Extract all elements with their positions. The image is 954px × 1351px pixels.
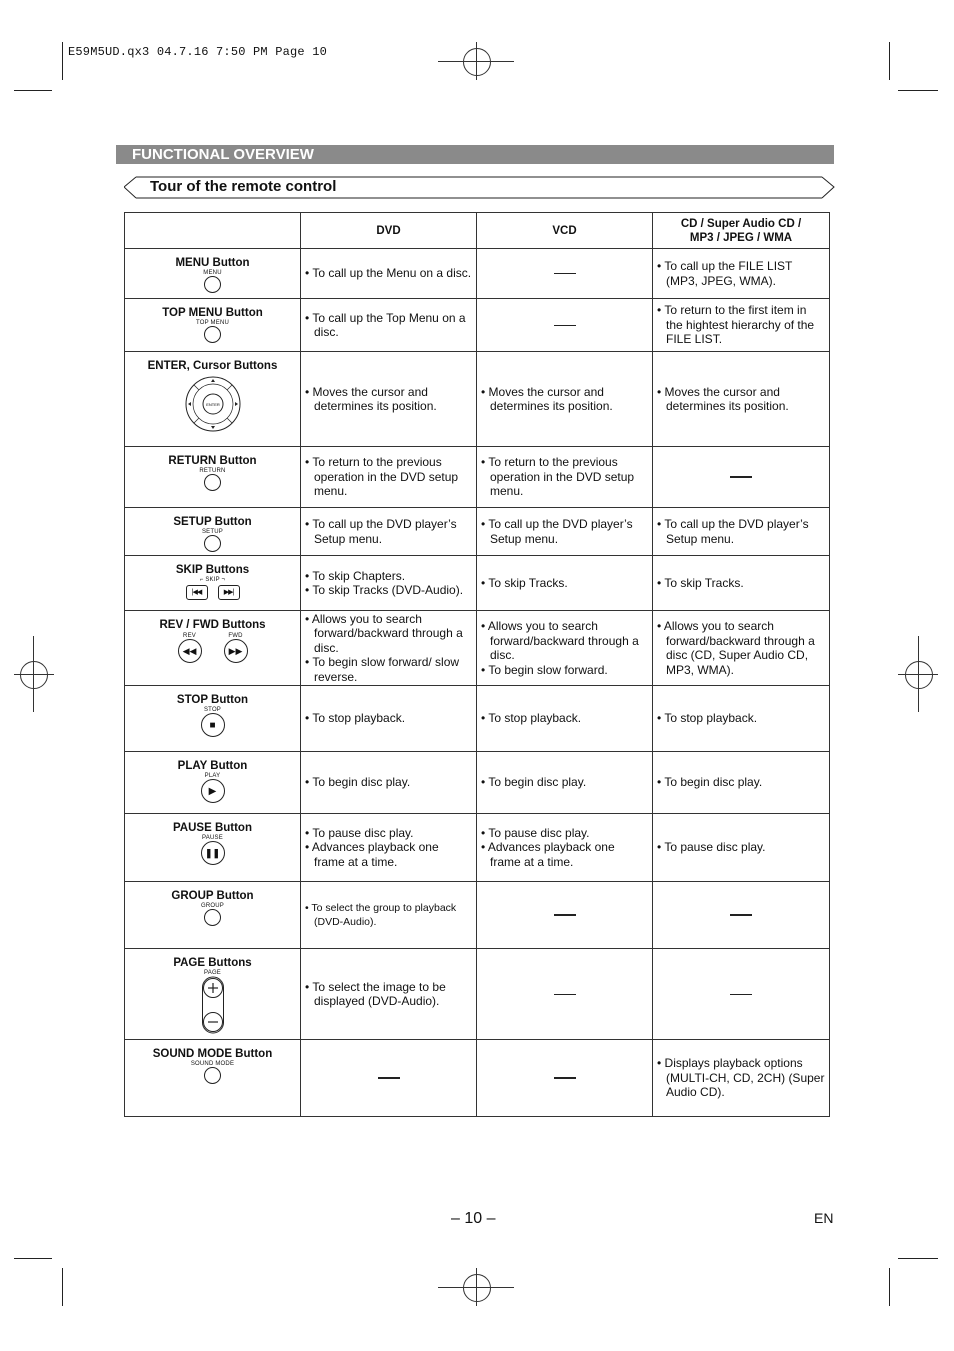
cell-vcd-na [477,949,653,1040]
cell-vcd [477,611,653,686]
bullet-item: • Displays playback options (MULTI-CH, CD, 2CH) (Super Audio CD). [657,1056,825,1100]
page-plus-minus-icon[interactable] [201,976,225,1034]
crop-mark [898,90,938,91]
cell-dvd [301,611,477,686]
cell-vcd-na [477,882,653,949]
not-applicable-dash [378,1077,400,1079]
button-caption: GROUP [200,903,224,909]
cell-cd [653,752,830,814]
button-cell [125,299,301,352]
header-cd: CD / Super Audio CD / MP3 / JPEG / WMA [653,213,830,249]
header-dvd: DVD [301,213,477,249]
table-row [125,556,830,611]
bullet-item: • To stop playback. [657,711,758,726]
button-name: STOP Button [176,694,249,706]
bullet-item: • Moves the cursor and determines its position. [305,384,437,413]
button-name: SKIP Buttons [175,564,250,576]
button-cell [125,752,301,814]
not-applicable-dash [730,994,752,995]
button-name: RETURN Button [168,455,257,467]
table-row [125,508,830,556]
bullet-item: • To call up the DVD player’s Setup menu. [305,517,457,546]
button-cell [125,1040,301,1117]
cell-cd [653,352,830,447]
registration-line [918,636,919,712]
button-cell [125,882,301,949]
bullet-item: • To skip Tracks. [657,575,744,590]
bullet-item: • Advances playback one frame at a time. [305,840,439,869]
fast-forward-icon[interactable]: ▶▶ [224,639,248,663]
crop-mark [62,1268,63,1306]
button-cell [125,352,301,447]
bullet-item: • To call up the DVD player’s Setup menu. [481,517,633,546]
button-name: MENU Button [175,257,250,269]
bullet-item: • To return to the previous operation in the DVD setup menu. [481,455,635,499]
registration-line [476,42,477,80]
table-row [125,949,830,1040]
bullet-item: • To begin slow forward/ slow reverse. [305,655,460,684]
cell-dvd [301,352,477,447]
circle-button-icon[interactable] [204,1067,221,1084]
cell-dvd [301,556,477,611]
bullet-item: • To call up the FILE LIST (MP3, JPEG, WMA). [657,259,793,288]
pause-icon[interactable]: ❚❚ [201,841,225,865]
stop-icon[interactable]: ■ [201,713,225,737]
bullet-item: • To pause disc play. [481,825,590,840]
button-name: ENTER, Cursor Buttons [147,360,278,372]
bullet-item: • To skip Chapters. [305,568,406,583]
table-row [125,686,830,752]
bullet-item: • To begin disc play. [481,775,587,790]
subtitle: Tour of the remote control [150,178,337,195]
cell-dvd [301,814,477,882]
cell-vcd-na [477,1040,653,1117]
circle-button-icon[interactable] [204,276,221,293]
bullet-item: • To return to the previous operation in the DVD setup menu. [305,455,459,499]
fwd-caption: FWD [228,633,243,639]
cell-cd-na [653,882,830,949]
registration-mark [463,1274,491,1302]
bullet-item: • To stop playback. [481,711,582,726]
bullet-item: • Allows you to search forward/backward through a disc. [481,619,639,662]
button-caption: SOUND MODE [190,1061,235,1067]
button-name: PAGE Buttons [173,957,252,969]
crop-mark [14,1258,52,1259]
cell-vcd [477,447,653,508]
bullet-item: • To stop playback. [305,711,406,726]
table-row [125,447,830,508]
not-applicable-dash [554,994,576,995]
crop-mark [14,90,52,91]
not-applicable-dash [730,476,752,478]
cell-cd [653,686,830,752]
cell-dvd [301,686,477,752]
cell-cd [653,249,830,299]
cell-dvd [301,249,477,299]
button-cell: SKIP Buttons ⌐ SKIP ¬ |◀◀ ▶▶| [125,556,301,611]
cell-vcd [477,686,653,752]
bullet-item: • To begin disc play. [305,775,411,790]
cell-dvd [301,447,477,508]
cell-cd [653,556,830,611]
remote-control-table [124,212,830,1117]
not-applicable-dash [554,325,576,326]
file-header: E59M5UD.qx3 04.7.16 7:50 PM Page 10 [68,45,328,59]
cell-cd-na [653,949,830,1040]
header-vcd: VCD [477,213,653,249]
section-title: FUNCTIONAL OVERVIEW [132,146,314,163]
cell-vcd [477,508,653,556]
bullet-item: • To select the group to playback (DVD-Audio). [305,901,457,928]
circle-button-icon[interactable] [204,326,221,343]
bullet-item: • Allows you to search forward/backward through a disc (CD, Super Audio CD, MP3, WMA). [657,619,815,677]
registration-mark [905,661,933,689]
bullet-item: • To select the image to be displayed (DVD-Audio). [305,979,446,1008]
bullet-item: • Moves the cursor and determines its position. [481,384,613,413]
skip-back-icon[interactable]: |◀◀ [186,585,208,600]
language-code: EN [814,1210,834,1226]
cell-cd-na [653,447,830,508]
crop-mark [889,42,890,80]
cell-dvd [301,508,477,556]
cell-cd [653,1040,830,1117]
table-row [125,1040,830,1117]
table-row [125,814,830,882]
bullet-item: • Moves the cursor and determines its position. [657,384,789,413]
cell-dvd [301,752,477,814]
button-caption: SKIP [205,577,220,583]
button-caption: PAGE [203,970,222,976]
button-cell [125,611,301,686]
button-caption: MENU [203,270,222,276]
not-applicable-dash [554,273,576,274]
registration-mark [463,48,491,76]
crop-mark [62,42,63,80]
button-name: REV / FWD Buttons [159,619,266,631]
table-row [125,249,830,299]
button-name: SETUP Button [173,516,252,528]
not-applicable-dash [554,1077,576,1079]
rewind-icon[interactable]: ◀◀ [178,639,202,663]
button-caption: TOP MENU [195,320,230,326]
button-cell [125,508,301,556]
enter-label: ENTER [205,402,220,407]
cell-vcd-na [477,249,653,299]
table-row [125,882,830,949]
bullet-item: • To call up the Menu on a disc. [305,266,472,281]
crop-mark [898,1258,938,1259]
bullet-item: • Advances playback one frame at a time. [481,840,615,869]
button-name: PAUSE Button [172,822,252,834]
button-cell [125,249,301,299]
table-row [125,299,830,352]
cell-cd [653,508,830,556]
cell-vcd [477,752,653,814]
cell-cd [653,814,830,882]
cursor-pad-icon[interactable] [182,376,244,432]
registration-mark [20,661,48,689]
cell-vcd-na [477,299,653,352]
button-cell [125,447,301,508]
table-row [125,752,830,814]
button-cell [125,814,301,882]
button-caption: PAUSE [202,835,223,841]
registration-line [14,674,54,675]
cell-vcd [477,814,653,882]
bullet-item: • To call up the Top Menu on a disc. [305,310,466,339]
cell-dvd-na [301,1040,477,1117]
button-name: PLAY Button [177,760,248,772]
button-name: GROUP Button [171,890,254,902]
circle-button-icon[interactable] [204,909,221,926]
play-icon[interactable]: ▶ [201,779,225,803]
bullet-item: • To call up the DVD player’s Setup menu. [657,517,809,546]
registration-line [476,1268,477,1306]
button-caption: RETURN [199,468,226,474]
skip-forward-icon[interactable]: ▶▶| [218,585,240,600]
button-name: TOP MENU Button [162,307,263,319]
bullet-item: • Allows you to search forward/backward through a disc. [305,611,463,655]
bullet-item: • To return to the first item in the hightest hierarchy of the FILE LIST. [657,303,815,347]
cell-vcd [477,556,653,611]
cell-dvd [301,299,477,352]
cell-cd [653,299,830,352]
bullet-item: • To begin slow forward. [481,662,608,677]
cell-dvd [301,882,477,949]
button-caption: STOP [203,707,222,713]
cell-cd [653,611,830,686]
cell-dvd [301,949,477,1040]
crop-mark [889,1268,890,1306]
bullet-item: • To skip Tracks (DVD-Audio). [305,583,464,597]
bullet-item: • To begin disc play. [657,775,763,790]
button-caption: SETUP [201,529,223,535]
bullet-item: • To pause disc play. [305,825,414,840]
table-row [125,352,830,447]
not-applicable-dash [730,914,752,916]
header-blank [125,213,301,249]
page-number: – 10 – [451,1210,496,1227]
cell-vcd [477,352,653,447]
circle-button-icon[interactable] [204,535,221,552]
table-row [125,611,830,686]
not-applicable-dash [554,914,576,916]
rev-caption: REV [183,633,196,639]
button-name: SOUND MODE Button [152,1048,273,1060]
button-cell [125,949,301,1040]
button-caption: PLAY [204,773,221,779]
circle-button-icon[interactable] [204,474,221,491]
bullet-item: • To skip Tracks. [481,575,568,590]
registration-line [33,636,34,712]
button-cell [125,686,301,752]
bullet-item: • To pause disc play. [657,840,766,855]
